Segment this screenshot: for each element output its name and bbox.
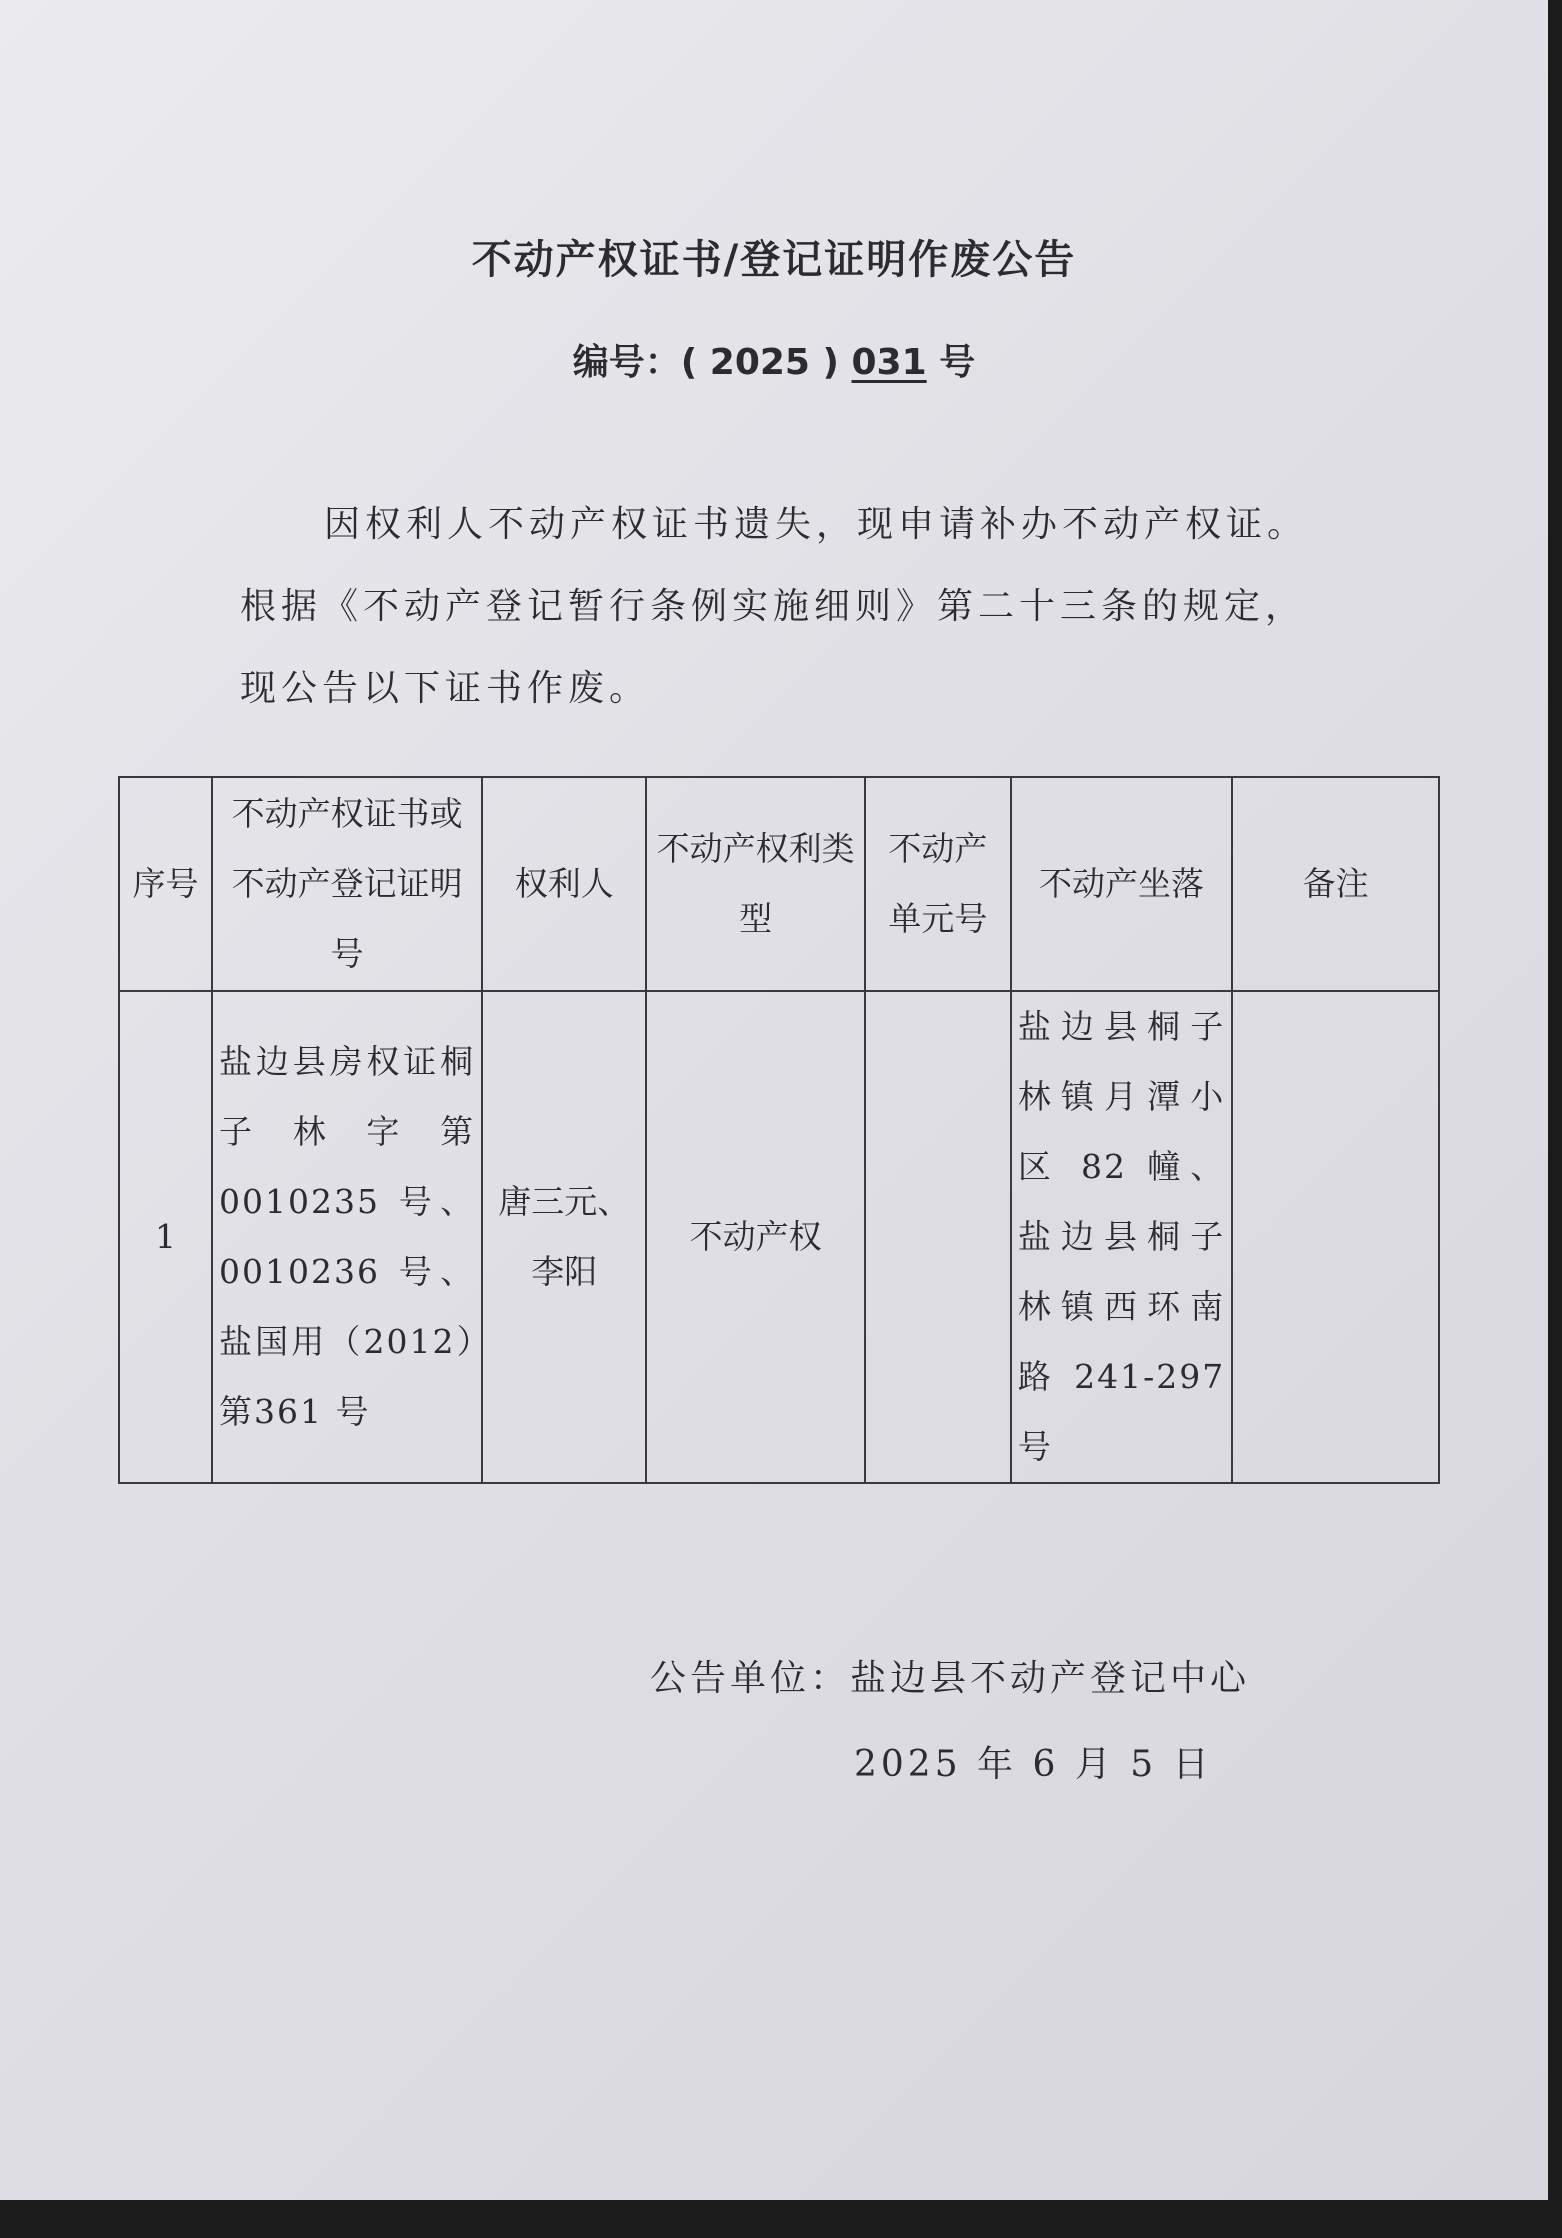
- document-number: [0, 334, 1548, 385]
- header-location: 不动产坐落: [1011, 777, 1232, 991]
- header-unit-no: 不动产单元号: [865, 777, 1011, 991]
- cell-cert-no: 盐边县房权证桐子林字第0010235 号、0010236 号、盐国用（2012）第361 号: [212, 991, 482, 1483]
- cell-owner: 唐三元、李阳: [482, 991, 646, 1483]
- issuing-unit: 公告单位：盐边县不动产登记中心: [650, 1658, 1251, 1699]
- header-remark: 备注: [1232, 777, 1439, 991]
- cell-location: 盐边县桐子林镇月潭小区 82 幢、盐边县桐子林镇西环南路241-297 号: [1011, 991, 1232, 1483]
- header-cert-no: 不动产权证书或不动产登记证明号: [212, 777, 482, 991]
- body-line-1: 因权利人不动产权证书遗失，现申请补办不动产权证。: [324, 504, 1309, 545]
- page-title: 不动产权证书/登记证明作废公告: [471, 237, 1077, 283]
- header-right-type: 不动产权利类 型: [646, 777, 864, 991]
- cell-unit-no: [865, 991, 1011, 1483]
- body-line-2: 根据《不动产登记暂行条例实施细则》第二十三条的规定，: [240, 586, 1307, 627]
- cell-remark: [1232, 991, 1439, 1483]
- body-line-3: 现公告以下证书作废。: [240, 668, 651, 709]
- document-number-prefix: 编号：( 2025 ): [572, 342, 852, 383]
- header-seq: 序号: [119, 777, 212, 991]
- issue-date: 2025 年 6 月 5 日: [854, 1744, 1213, 1785]
- table-header-row: [119, 777, 1439, 991]
- void-certificate-table: [118, 776, 1440, 1484]
- table-row: [119, 991, 1439, 1483]
- cell-right-type: 不动产权: [646, 991, 864, 1483]
- header-owner: 权利人: [482, 777, 646, 991]
- document-number-value: 031: [851, 342, 927, 383]
- document-number-suffix: 号: [926, 342, 976, 383]
- cell-seq: 1: [119, 991, 212, 1483]
